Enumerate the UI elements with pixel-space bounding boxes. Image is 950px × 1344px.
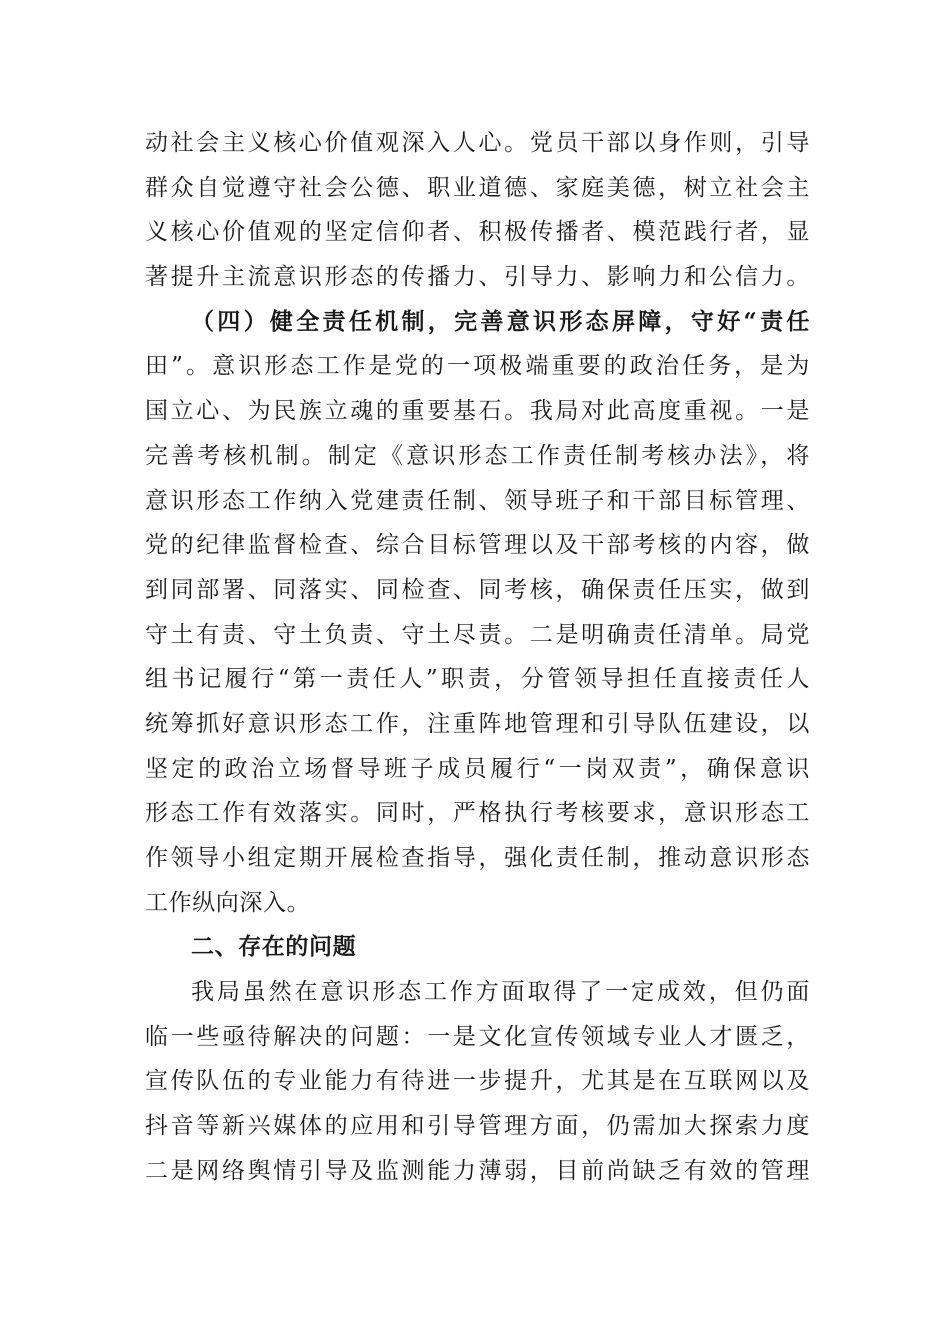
text-line: 组书记履行“第一责任人”职责，分管领导担任直接责任人 bbox=[145, 666, 810, 693]
text-line: 意识形态工作纳入党建责任制、领导班子和干部目标管理、 bbox=[145, 487, 810, 514]
document-body bbox=[145, 121, 810, 1194]
text-line: 国立心、为民族立魂的重要基石。我局对此高度重视。一是 bbox=[145, 398, 810, 425]
text-line: 统筹抓好意识形态工作，注重阵地管理和引导队伍建设，以 bbox=[145, 710, 810, 737]
text-line: 到同部署、同落实、同检查、同考核，确保责任压实，做到 bbox=[145, 576, 810, 603]
text-line: 田”。意识形态工作是党的一项极端重要的政治任务，是为 bbox=[145, 353, 810, 380]
text-line: 动社会主义核心价值观深入人心。党员干部以身作则，引导 bbox=[145, 130, 810, 156]
text-line: 守土有责、守土负责、守土尽责。二是明确责任清单。局党 bbox=[145, 621, 810, 648]
paragraph-2 bbox=[145, 300, 810, 926]
text-line: 二是网络舆情引导及监测能力薄弱，目前尚缺乏有效的管理 bbox=[145, 1157, 810, 1184]
text-line: 党的纪律监督检查、综合目标管理以及干部考核的内容，做 bbox=[145, 532, 810, 559]
text-line: 我局虽然在意识形态工作方面取得了一定成效，但仍面 bbox=[191, 979, 810, 1006]
text-line: 作领导小组定期开展检查指导，强化责任制，推动意识形态 bbox=[145, 845, 810, 871]
text-line: 义核心价值观的坚定信仰者、积极传播者、模范践行者，显 bbox=[145, 219, 810, 246]
text-line: 群众自觉遵守社会公德、职业道德、家庭美德，树立社会主 bbox=[145, 174, 810, 201]
text-line: 完善考核机制。制定《意识形态工作责任制考核办法》，将 bbox=[145, 442, 810, 469]
section-heading: 二、存在的问题 bbox=[191, 934, 357, 961]
text-line: 临一些亟待解决的问题：一是文化宣传领域专业人才匮乏， bbox=[145, 1023, 810, 1050]
text-line: 坚定的政治立场督导班子成员履行“一岗双责”，确保意识 bbox=[145, 755, 810, 782]
text-line: 宣传队伍的专业能力有待进一步提升，尤其是在互联网以及 bbox=[145, 1068, 810, 1095]
text-line: 抖音等新兴媒体的应用和引导管理方面，仍需加大探索力度 bbox=[145, 1113, 810, 1140]
text-line: 形态工作有效落实。同时，严格执行考核要求，意识形态工 bbox=[145, 800, 810, 827]
text-line: 著提升主流意识形态的传播力、引导力、影响力和公信力。 bbox=[145, 264, 810, 291]
subheading-line: （四）健全责任机制，完善意识形态屏障，守好“责任 bbox=[191, 307, 810, 335]
paragraph-3 bbox=[145, 970, 810, 1193]
paragraph-1 bbox=[145, 121, 810, 300]
text-line: 工作纵向深入。 bbox=[145, 889, 311, 916]
